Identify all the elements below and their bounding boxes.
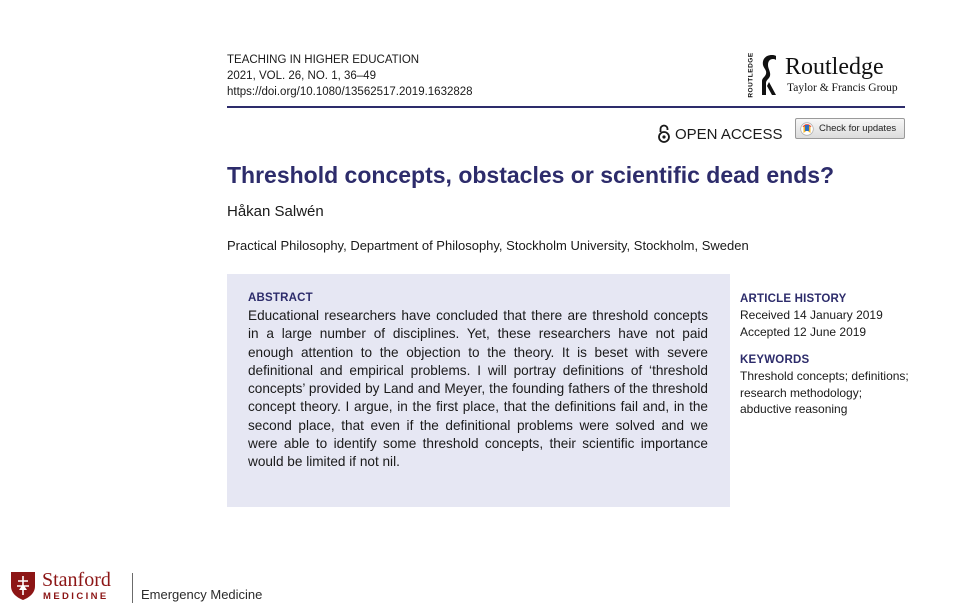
- accepted-date: Accepted 12 June 2019: [740, 324, 867, 339]
- stanford-shield-icon: [10, 571, 36, 601]
- open-access-label: OPEN ACCESS: [675, 125, 783, 143]
- received-date: Received 14 January 2019: [740, 308, 883, 322]
- stanford-medicine-logo: [10, 570, 280, 606]
- check-updates-label: Check for updates: [819, 123, 897, 134]
- department-name: Emergency Medicine: [141, 587, 263, 602]
- publisher-group: Taylor & Francis Group: [787, 82, 898, 94]
- open-access-badge: [657, 123, 783, 145]
- medicine-wordmark: MEDICINE: [43, 591, 109, 602]
- open-lock-icon: [657, 124, 671, 144]
- publisher-name: Routledge: [785, 54, 884, 80]
- journal-name: TEACHING IN HIGHER EDUCATION: [227, 54, 420, 66]
- journal-doi-link[interactable]: https://doi.org/10.1080/13562517.2019.1632828: [227, 86, 473, 98]
- check-updates-icon: [800, 122, 814, 136]
- article-sidebar: [740, 292, 910, 418]
- keywords-heading: KEYWORDS: [740, 354, 810, 366]
- routledge-logo-icon: [757, 52, 779, 98]
- journal-volume: 2021, VOL. 26, NO. 1, 36–49: [227, 70, 376, 82]
- publisher-logo[interactable]: [745, 52, 910, 98]
- check-for-updates-button[interactable]: [795, 118, 905, 139]
- journal-meta: [227, 52, 473, 100]
- article-title: Threshold concepts, obstacles or scientific dead ends?: [227, 162, 835, 188]
- keywords-text: Threshold concepts; definitions; research methodology; abductive reasoning: [740, 369, 909, 416]
- logo-divider: [132, 573, 133, 603]
- abstract-heading: ABSTRACT: [248, 292, 313, 304]
- abstract-panel: [227, 274, 730, 507]
- abstract-text: Educational researchers have concluded that there are threshold concepts in a large number of disciplines. Yet, these researchers have not paid enough attention to the objection to the theory. It is beset with severe definitional and empirical problems. I will portray definitions of ‘threshold concepts’ provided by Land and Meyer, the founding fathers of the threshold concept theory. I argue, in the first place, that the definitions fail and, in the second place, that even if the definitional problems were solved and we were able to identify some threshold concepts, their scientific importance would be limited if not nil.: [248, 308, 708, 470]
- author-affiliation: Practical Philosophy, Department of Philosophy, Stockholm University, Stockholm, Sweden: [227, 238, 749, 253]
- stanford-wordmark: Stanford: [42, 569, 111, 591]
- article-history-heading: ARTICLE HISTORY: [740, 293, 847, 305]
- keywords-block: [740, 353, 910, 418]
- publisher-vertical-text: ROUTLEDGE: [747, 52, 755, 98]
- article-author[interactable]: Håkan Salwén: [227, 203, 324, 220]
- header-rule: [227, 106, 905, 108]
